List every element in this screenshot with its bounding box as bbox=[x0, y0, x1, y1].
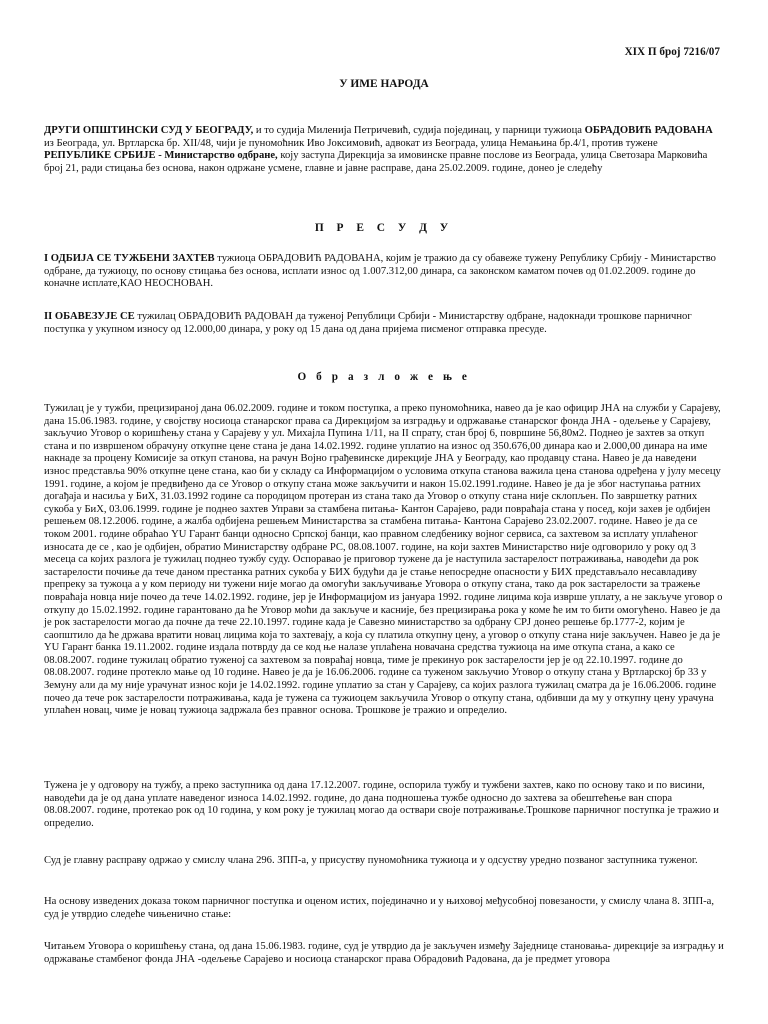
reasoning-title: О б р а з л о ж е њ е bbox=[297, 371, 471, 383]
reasoning-paragraph: Читањем Уговора о коришћењу стана, од дана 15.06.1983. године, суд је утврдио да је закључен између Заједнице становања- дирекције за изградњу и одржавање стамбеног фонда ЈНА -одељење Сарајево и носиоца станарског права Обрадовић Радована, да је предмет уговора bbox=[44, 941, 724, 965]
reasoning-paragraph: На основу изведених доказа током парничног поступка и оценом истих, појединачно и у њиховој међусобној повезаности, у смислу члана 8. ЗПП-а, суд је утврдио следеће чињенично стање: bbox=[44, 896, 714, 920]
verdict-item-2-lead: II ОБАВЕЗУЈЕ СЕ bbox=[44, 311, 135, 322]
case-number: XIX П број 7216/07 bbox=[624, 46, 720, 58]
verdict-title: П Р Е С У Д У bbox=[314, 222, 454, 234]
court-name: ДРУГИ ОПШТИНСКИ СУД У БЕОГРАДУ, bbox=[44, 125, 254, 136]
reasoning-paragraph: Тужена је у одговору на тужбу, а преко заступника од дана 17.12.2007. године, оспорила тужбу и тужбени захтев, како по основу тако и по висини, наводећи да је од дана уплате наведеног износа 14.02.1992. године, до дана подношења тужбе односно до захтева за обештећење ван спора 08.08.2007. године, протекао рок од 10 година, у ком року је тужилац могао да оствари своје потраживање.Трошкове парничног поступка је тражио и определио. bbox=[44, 780, 719, 829]
verdict-item-2 bbox=[44, 311, 724, 336]
intro-text-3: коју заступа Дирекција за имовинске правне послове из Београда, улица Светозара Марковића број 21, ради стицања без основа, након одржане усмене, главне и јавне расправе, дана 25.02.2009. године, донео је следећу bbox=[44, 150, 708, 174]
intro-text-2: из Београда, ул. Вртларска бр. XII/48, чији је пуномоћник Иво Јоксимовић, адвокат из Београда, улица Немањина бр.4/1, против тужене bbox=[44, 137, 658, 149]
verdict-item-1-text: тужиоца ОБРАДОВИЋ РАДОВАНА, којим је тражио да су обавеже тужену Републику Србију - Министарство одбране, да тужиоцу, по основу стицања без основа, исплати износ од 1.007.312,00 динара, са законском каматом почев од 01.02.2009. године до коначне исплате,КАО НЕОСНОВАН. bbox=[44, 253, 716, 290]
plaintiff-name: ОБРАДОВИЋ РАДОВАНА bbox=[584, 125, 713, 136]
intro-text-1: и то судија Миленија Петричевић, судија појединац, у парници тужиоца bbox=[253, 125, 585, 136]
verdict-item-2-text: тужилац ОБРАДОВИЋ РАДОВАН да туженој Републици Србији - Министарству одбране, надокнади трошкове парничног поступка у укупном износу од 12.000,00 динара, у року од 15 дана од дана пријема писменог отправка пресуде. bbox=[44, 311, 692, 335]
verdict-item-1 bbox=[44, 253, 724, 291]
verdict-item-1-lead: I ОДБИЈА СЕ ТУЖБЕНИ ЗАХТЕВ bbox=[44, 253, 215, 264]
reasoning-paragraph: Суд је главну расправу одржао у смислу члана 296. ЗПП-а, у присуству пуномоћника тужиоца и у одсуству уредно позваног заступника туженог. bbox=[44, 855, 698, 866]
defendant-name: РЕПУБЛИКЕ СРБИЈЕ - Министарство одбране, bbox=[44, 150, 278, 162]
heading-in-the-name-of-the-people: У ИМЕ НАРОДА bbox=[339, 78, 429, 90]
reasoning-paragraph: Тужилац је у тужби, прецизираној дана 06.02.2009. године и током поступка, а преко пуномоћника, навео да је као официр ЈНА на служби у Сарајеву, дана 15.06.1983. године, у својству носиоца станарског права са Дирекцијом за изградњу и одржавање станарског фонда ЈНА - одељење у Сарајеву, закључио Уговор о коришћењу стана у Сарајеву у ул. Михајла Пупина 1/11, на II спрату, стан број 6, површине 56,80м2. Поднео је захтев за откуп стана и по извршеном обрачуну откупне цене стана је дана 14.02.1992. године уплатио на износ од 350.676,00 динара као и 2.000,00 динара на име накнаде за процену Комисије за откуп станова, на рачун Војно грађевинске дирекције ЈНА у Београду, као продавцу стана. Навео је да наведени износ представља 90% откупне цене стана, као би у складу са Информацијом о условима откупа станова важила цена станова одређена у јулу месецу 1991. године, а којом је предвиђено да се Уговор о откупу стана може закључити и након 15.02.1991.године. Навео је да је због наступања ратних догађаја и насиља у БиХ, 31.03.1992 године са породицом протеран из стана тако да Уговор о откупу стана није склопљен. По завршетку ратних сукоба у БиХ, 03.06.1999. године је поднео захтев Управи за стамбена питања- Кантон Сарајево, ради повраћаја стана у посед, који захев је одбијен решењем 08.12.2006. године, а жалба одбијена решењем Министарства за стамбена питања- Кантона Сарајево 23.02.2007. године. Навео је да се током 2001. године обраћао YU Гарант банци односно Српској банци, као правном следбенику војног сервиса, са захтевом за исплату уплаћеног износата де се , као је одбијен, обратио Министарству одбране РС, 08.08.1007. године, на који захтев Министарство није одговорило у року од 3 месеца са којих разлога је тужилац поднео тужбу суду. Оспоравао је приговор тужене да је наступила застарелост потраживања, наводећи да рок застарелости почиње да тече даном престанка ратних сукоба у БИХ будући да је стање непосредне опасности у БИХ представљало несавладиву препреку за тужоца а у ком периоду ни тужени није могао да омогући закључивање Уговора о откупу стана, тако да рок застарелости за тражење повраћаја новца није почео да тече 14.02.1992. године, јер је Информацијом из јануара 1992. године лицима која изврше уплату, а не закључе уговор о откупу до 15.02.1992. године гарантовано да ће Уговор моћи да закључе и касније, без прецизирања рока у коме ће им то бити омогућено. Навео је да је рок застарелости могао да почне да тече 22.10.1997. године када је Савезно министарство за одбрану СРЈ донео решење бр.1777-2, којим је саопштило да ће држава вратити новац лицима која то захтевају, а која су платила откупну цену, а уговор о откупу стана није закључен. Навео је да је YU Гарант банка 19.11.2002. године издала потврду да се код ње налазе уплаћена новачана средства тужиоца на име откупа стана, а како се 08.08.2007. године тужилац обратио туженој са захтевом за повраћај новца, тиме је прекинуо рок застарелости јер је од 22.10.1997. године до 08.08.2007. године протекло мање од 10 године. Навео је да је 16.06.2006. године са туженом закључио Уговор о откупу стана у Вртларској бр 33 у Земуну али да му није урачунат износ који је 14.02.1992. године уплатио за стан у Сарајеву, са којих разлога тужилац сматра да је 16.06.2006. године почео да тече рок застарелости потраживања, када је тужена са тужиоцем закључила Уговор о откупу стана, одбивши да му у откупну цену урачуна уплаћен новац, чиме је новац тужиоца задржала без правног основа. Трошкове је тражио и определио. bbox=[44, 403, 723, 717]
intro-paragraph bbox=[44, 125, 724, 175]
